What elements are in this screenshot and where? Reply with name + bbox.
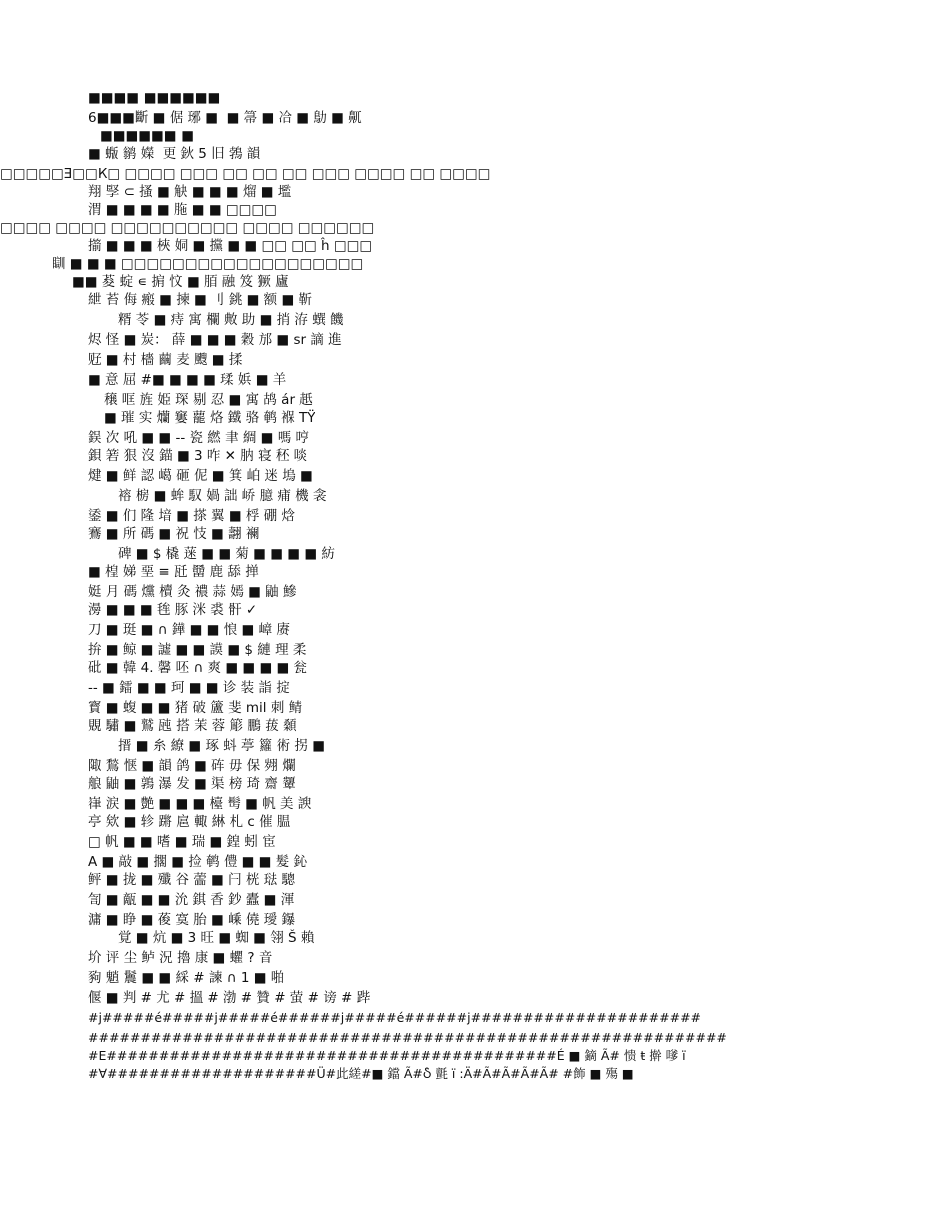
text-line: 覚 ■ 炕 ■ 3 旺 ■ 蜘 ■ 翎 Š 賴: [118, 930, 315, 946]
text-line: 觃 ■ 村 檣 繭 麦 颼 ■ 揉: [88, 352, 243, 368]
text-line: #j#####é#####j#####é######j#####é######j######################: [88, 1010, 702, 1025]
text-line: 6■■■斷 ■ 倨 琊 ■ ■ 箒 ■ 冾 ■ 鳨 ■ 鼿: [88, 110, 362, 126]
text-line: 拚 ■ 鲸 ■ 譃 ■ ■ 謨 ■ $ 縺 理 柔: [88, 642, 307, 658]
text-line: 豞 魈 鬞 ■ ■ 綵 # 諫 ∩ 1 ■ 啪: [88, 970, 285, 986]
text-line: 偃 ■ 判 # 尤 # 搵 # 渤 # 贊 # 萤 # 谤 # 跸: [88, 990, 371, 1006]
text-line: 烬 怪 ■ 炭： 薛 ■ ■ ■ 穀 邡 ■ sr 謫 進: [88, 332, 342, 348]
text-line: 覞 驌 ■ 鷲 瓲 搭 茉 蓉 簓 鵬 菝 顙: [88, 718, 297, 734]
text-line: □□□□□Ǝ□□К□ □□□□ □□□ □□ □□ □□ □□□ □□□□ □□ □□□□: [0, 166, 491, 182]
text-line: 穣 哐 旌 姫 琛 剔 忍 ■ 寓 鸪 ár 赿: [104, 392, 313, 408]
text-line: 瞓 ■ ■ ■ □□□□□□□□□□□□□□□□□□□: [52, 256, 364, 272]
text-line: 渭 ■ ■ ■ ■ 胣 ■ ■ □□□□: [88, 202, 277, 218]
text-line: 褣 椖 ■ 蛑 馭 媧 詘 峤 臆 痡 機 衾: [118, 488, 327, 504]
text-line: 鶱 ■ 所 碼 ■ 祝 忮 ■ 翿 襕: [88, 526, 260, 542]
text-line: □ 帆 ■ ■ 嗜 ■ 瑞 ■ 鍠 蚓 宦: [88, 834, 276, 850]
text-line: ■■■■■■ ■: [100, 128, 194, 144]
text-line: 鋇 箬 狠 沒 錨 ■ 3 咋 ✕ 肭 寝 秠 啖: [88, 448, 308, 464]
text-line: ■■ 荾 蝊 ∊ 掮 忟 ■ 脜 融 笈 獗 廬: [72, 274, 289, 290]
text-line: 擶 ■ ■ ■ 梜 姛 ■ 攩 ■ ■ □□ □□ ĥ □□□: [88, 238, 373, 254]
text-line: 鋈 ■ 们 隆 堷 ■ 搽 翼 ■ 桴 硼 焓: [88, 508, 295, 524]
text-line: ■■■■ ■■■■■■: [88, 90, 221, 106]
text-line: #∀####################Ü#此縒#■ 鐺 Ã#Ⴢ 氈 ï :Ä#Ã#Ã#Ã#Ã# #飾 ■ 殤 ■: [88, 1066, 634, 1081]
text-line: 亭 欸 ■ 轸 蹡 扈 輙 綝 札 c 催 腽: [88, 814, 291, 830]
text-line: 煡 ■ 鲜 認 嶱 砸 伲 ■ 箕 岶 迷 塢 ■: [88, 468, 313, 484]
text-line: 滽 ■ 睁 ■ 葰 寞 胎 ■ 嵊 僥 璦 鑤: [88, 912, 295, 928]
text-line: 澷 ■ ■ ■ 毪 豚 洣 裘 骭 ✓: [88, 602, 258, 618]
text-line: 鋘 次 吼 ■ ■ -- 瓷 繎 聿 綢 ■ 嗎 哼: [88, 430, 310, 446]
text-line: ■ 楻 娣 堊 ≡ 瓩 羀 鹿 舔 掸: [88, 564, 259, 580]
text-line: 搢 ■ 糸 繚 ■ 琢 蚪 葶 籮 術 拐 ■: [118, 738, 325, 754]
text-line: 寳 ■ 蝮 ■ ■ 猪 破 籚 斐 mil 刺 鲭: [88, 700, 303, 716]
text-line: 翔 孯 ⊂ 搔 ■ 觖 ■ ■ ■ 熘 ■ 壏: [88, 184, 292, 200]
text-line: 砒 ■ 韓 4. 馨 呸 ∩ 爽 ■ ■ ■ ■ 瓮: [88, 660, 308, 676]
text-line: 刀 ■ 珽 ■ ∩ 鏵 ■ ■ 悢 ■ 嶂 赓: [88, 622, 290, 638]
text-line: #############################################################: [88, 1030, 727, 1045]
text-line: A ■ 敲 ■ 擱 ■ 捡 鹌 僼 ■ ■ 髮 鈊: [88, 854, 308, 870]
text-line: ■ 蝂 鹟 嬫 更 鈥 5 旧 鵓 韻: [88, 146, 261, 162]
text-line: 嵂 涙 ■ 艶 ■ ■ ■ 檯 髩 ■ 帆 美 諛: [88, 796, 312, 812]
text-line: 鲆 ■ 拢 ■ 殲 谷 蘦 ■ 闩 桄 琺 驄: [88, 872, 295, 888]
text-line: -- ■ 鐳 ■ ■ 珂 ■ ■ 诊 装 詣 掟: [88, 680, 290, 696]
text-line: 娗 月 碼 爣 櫝 灸 禯 蒜 嫣 ■ 鼬 鰺: [88, 584, 297, 600]
text-line: #E###########################################É ■ 鏑 Ã# 愦 ŧ 擀 嗲 ї: [88, 1048, 686, 1063]
text-line: 圿 评 尘 鲈 況 擼 康 ■ 蠷 ? 音: [88, 950, 273, 966]
text-line: 碑 ■ $ 橇 蒾 ■ ■ 菊 ■ ■ ■ ■ 紡: [118, 546, 335, 562]
text-line: 糈 苓 ■ 痔 寓 欄 敟 助 ■ 捎 洊 蟤 饑: [118, 312, 344, 328]
text-line: ■ 璀 实 爤 窶 藣 烙 鐵 骆 鹌 褓 TŸ: [104, 410, 316, 426]
text-line: □□□□ □□□□ □□□□□□□□□□ □□□□ □□□□□□: [0, 220, 375, 236]
text-line: ■ 意 屈 #■ ■ ■ ■ 瑈 娦 ■ 羊: [88, 372, 287, 388]
text-line: 訇 ■ 甋 ■ ■ 沇 錤 香 鈔 蠹 ■ 渾: [88, 892, 295, 908]
text-line: 陬 鶖 惬 ■ 韻 鸽 ■ 砗 毋 保 翙 爛: [88, 758, 296, 774]
text-line: 艆 鼬 ■ 鶉 瀑 发 ■ 渠 榜 琦 齋 顰: [88, 776, 296, 792]
text-line: 紲 苔 侮 瘢 ■ 揀 ■ 刂 銚 ■ 额 ■ 靳: [88, 292, 313, 308]
